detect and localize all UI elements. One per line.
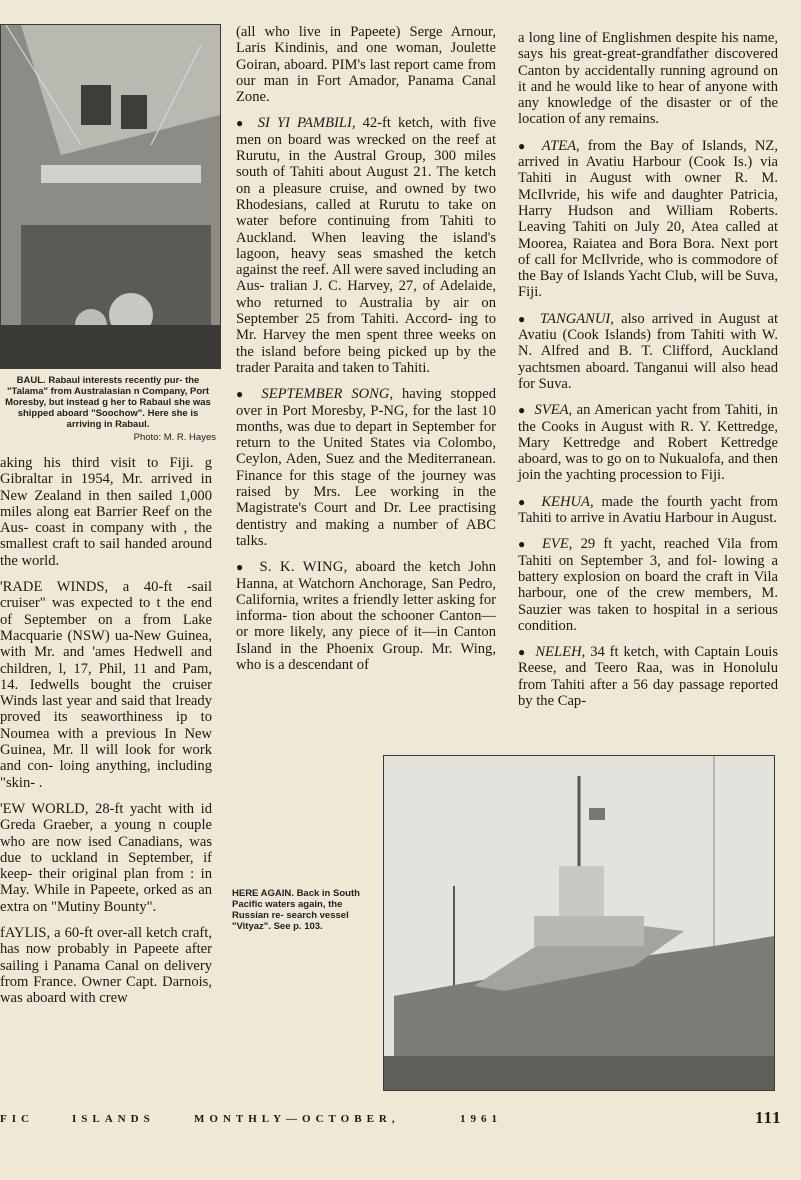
bullet-icon: ●	[518, 494, 530, 509]
right-lead-paragraph: a long line of Englishmen despite his name, says his great-great-grandfather discovered Canton by accidentally running aground on it and he would like to hear of anyone with any knowledge of the disaster or of the location of any remains.	[518, 30, 778, 128]
photo-talama-caption-text: BAUL. Rabaul interests recently pur- the "Talama" from Australasian n Company, Port Moresby, but instead g her to Rabaul she was shipped aboard "Soochow". Here she is arriving in Rabaul.	[5, 375, 211, 430]
item-text: having stopped over in Port Moresby, P-NG, for the last 10 months, was due to depart in September for return to the United States via Colombo, Ceylon, Aden, Suez and the Mediterranean. Finance for this stage of the journey was raised by Mrs. Lee working in the Magistrate's Court and Dr. Lee practising dentistry and making a number of ABC talks.	[236, 386, 496, 549]
item-eve	[518, 536, 778, 634]
left-paragraph-4: fAYLIS, a 60-ft over-all ketch craft, has now probably in Papeete after sailing i Panama Canal on delivery from France. Owner Capt. Darnois, was aboard with crew	[0, 925, 212, 1007]
middle-column	[236, 24, 496, 683]
item-atea	[518, 138, 778, 301]
item-sk-wing	[236, 559, 496, 673]
item-text: 42-ft ketch, with five men on board was wrecked on the reef at Rurutu, in the Austral Group, 300 miles south of Tahiti about August 21. The ketch on a pleasure cruise, and owned by two Rhodesians, called at Rurutu to take on water before continuing from Tahiti to Auckland. When leaving the island's lagoon, heavy seas smashed the ketch against the reef. All were saved including an Aus- tralian J. C. Harvey, 27, of Adelaide, who returned to Australia by air on September 25 from Tahiti. Accord- ing to Mr. Harvey the men spent three weeks on the island before being picked up by the trader Paraita and taken to Tahiti.	[236, 115, 496, 376]
vessel-name: TANGANUI,	[540, 310, 614, 327]
vessel-name: KEHUA,	[541, 493, 594, 510]
bullet-icon: ●	[518, 645, 527, 660]
vessel-name: NELEH,	[535, 644, 586, 661]
item-kehua	[518, 494, 778, 527]
footer-year: 1961	[460, 1113, 502, 1125]
footer-monthly-date: MONTHLY—OCTOBER,	[194, 1113, 400, 1125]
item-text: an American yacht from Tahiti, in the Cooks in August with R. Y. Kettredge, Mary Kettredge and Robert Kettredge aboard, was to go on to Nukualofa, and then join the yachting procession to Fiji.	[518, 402, 778, 484]
bullet-icon: ●	[518, 311, 529, 326]
page-number: 111	[755, 1108, 782, 1127]
person-name: S. K. WING,	[259, 559, 348, 576]
left-paragraph-2: 'RADE WINDS, a 40-ft -sail cruiser" was expected to t the end of September on a from Lake Macquarie (NSW) ua-New Guinea, with Mr. and 'ames Hedwell and children, l, 17, Phil, 11 and Pam, 14. Iedwells bought the cruiser Winds last year and said that lready proved its seaworthiness ip to Noumea with a previous In New Guinea, Mr. ll will look for work and con- loing anything, including "skin- .	[0, 579, 212, 791]
vessel-name: SEPTEMBER SONG,	[261, 386, 394, 403]
photo-vityaz-caption: HERE AGAIN. Back in South Pacific waters again, the Russian re- search vessel "Vityaz". See p. 103.	[232, 888, 360, 932]
left-column	[0, 455, 212, 1017]
photo-vityaz	[383, 755, 775, 1091]
bullet-icon: ●	[236, 387, 249, 402]
item-september-song	[236, 386, 496, 549]
bullet-icon: ●	[518, 537, 530, 552]
middle-lead-paragraph: (all who live in Papeete) Serge Arnour, Laris Kindinis, and one woman, Joulette Goiran, aboard. PIM's last report came from our man in Fort Amador, Panama Canal Zone.	[236, 24, 496, 106]
item-text: 34 ft ketch, with Captain Louis Reese, and Teero Raa, was in Honolulu from Tahiti after a 56 day passage reported by the Cap-	[518, 644, 778, 709]
item-text: made the fourth yacht from Tahiti to arrive in Avatiu Harbour in August.	[518, 493, 778, 527]
item-text: 29 ft yacht, reached Vila from Tahiti on September 3, and fol- lowing a battery explosion on board the craft in Vila harbour, one of the crew members, M. Sauzier was taken to hospital in a serious condition.	[518, 536, 778, 634]
item-neleh	[518, 644, 778, 709]
left-paragraph-1: aking his third visit to Fiji. g Gibraltar in 1954, Mr. arrived in New Zealand in then sailed 1,000 miles along eat Barrier Reef on the Aus- coast in company with , the smallest craft to sail handed around the world.	[0, 455, 212, 569]
right-column	[518, 30, 778, 719]
page-footer	[0, 1110, 801, 1130]
left-paragraph-3: 'EW WORLD, 28-ft yacht with id Greda Graeber, a young n couple who are now ised Canadians, was due to uckland in September, if keep- their original plan from : in May. While in Papeete, orked as an extra on "Mutiny Bounty".	[0, 800, 212, 915]
item-tanganui	[518, 311, 778, 392]
item-text: from the Bay of Islands, NZ, arrived in Avatiu Harbour (Cook Is.) via Tahiti in August with owner R. M. McIlvride, his wife and daughter Patricia, Harry Hudson and William Roberts. Leaving Tahiti on July 20, Atea called at Moorea, Raiatea and Bora Bora. Next port of call for McIlvride, who is commodore of the Bay of Islands Yacht Club, will be Suva, Fiji.	[518, 137, 778, 301]
vessel-name: EVE,	[541, 536, 573, 553]
vessel-name: ATEA,	[541, 137, 580, 154]
vessel-name: SVEA,	[534, 402, 573, 419]
bullet-icon: ●	[518, 403, 527, 418]
photo-talama-caption	[0, 375, 216, 443]
item-text: also arrived in August at Avatiu (Cook Islands) from Tahiti with W. N. Alfred and B. T. Clifford, Auckland yachtsmen aboard. Tanganui will also head for Suva.	[518, 310, 779, 392]
photo-talama-credit: Photo: M. R. Hayes	[133, 432, 216, 443]
photo-vityaz-image	[384, 756, 774, 1090]
bullet-icon: ●	[236, 116, 247, 131]
bullet-icon: ●	[236, 560, 248, 575]
photo-talama-image	[1, 25, 220, 368]
vessel-name: SI YI PAMBILI,	[257, 115, 356, 132]
footer-islands: ISLANDS	[72, 1113, 155, 1125]
item-svea	[518, 402, 778, 483]
bullet-icon: ●	[518, 138, 530, 153]
footer-publication-fragment: FIC	[0, 1113, 34, 1125]
photo-talama	[0, 24, 221, 369]
item-text: aboard the ketch John Hanna, at Watchorn Anchorage, San Pedro, California, writes a friendly letter asking for informa- tion about the schooner Canton—or more likely, any piece of it—in Canton Island in the Phoenix Group. Mr. Wing, who is a descendant of	[236, 559, 496, 673]
item-si-yi-pambili	[236, 115, 496, 376]
